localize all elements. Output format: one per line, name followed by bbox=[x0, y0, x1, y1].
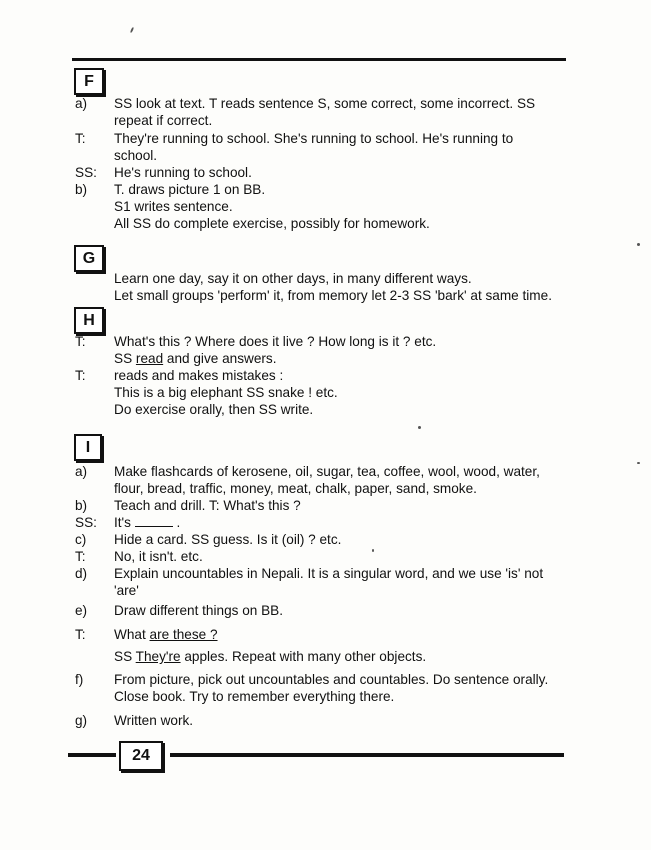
underlined-word: They're bbox=[135, 649, 181, 664]
fill-in-blank bbox=[135, 515, 173, 527]
text-post: and give answers. bbox=[163, 351, 277, 366]
text-pre: SS bbox=[114, 649, 136, 664]
text-line: Learn one day, say it on other days, in many different ways. bbox=[114, 271, 472, 286]
label: T: bbox=[75, 368, 86, 383]
text-post: . bbox=[172, 515, 181, 530]
text-line: This is a big elephant SS snake ! etc. bbox=[114, 385, 338, 400]
text-line bbox=[114, 351, 276, 367]
text-pre: It's bbox=[114, 515, 131, 530]
text-line: Hide a card. SS guess. Is it (oil) ? etc. bbox=[114, 532, 342, 547]
footer-rule-right bbox=[170, 753, 564, 757]
text-line bbox=[114, 649, 426, 665]
label: SS: bbox=[75, 165, 97, 180]
text-line: S1 writes sentence. bbox=[114, 199, 233, 214]
section-f-box: F bbox=[74, 68, 104, 95]
text-line: T. draws picture 1 on BB. bbox=[114, 182, 266, 197]
text-line: repeat if correct. bbox=[114, 113, 213, 128]
section-i-box: I bbox=[74, 434, 102, 461]
text-post: apples. Repeat with many other objects. bbox=[180, 649, 427, 664]
text-line: Do exercise orally, then SS write. bbox=[114, 402, 314, 417]
text-line: Explain uncountables in Nepali. It is a singular word, and we use 'is' not bbox=[114, 566, 544, 581]
text-line: Let small groups 'perform' it, from memory let 2-3 SS 'bark' at same time. bbox=[114, 288, 552, 303]
label: b) bbox=[75, 182, 88, 197]
text-line: He's running to school. bbox=[114, 165, 252, 180]
label: SS: bbox=[75, 515, 97, 530]
label: T: bbox=[75, 627, 86, 642]
section-h-box: H bbox=[74, 307, 104, 334]
label: T: bbox=[75, 334, 86, 349]
footer-rule-left bbox=[68, 753, 116, 757]
text-line: Written work. bbox=[114, 713, 194, 728]
text-line bbox=[114, 515, 180, 531]
label: b) bbox=[75, 498, 88, 513]
text-line: school. bbox=[114, 148, 158, 163]
section-g-box: G bbox=[74, 245, 104, 272]
label: f) bbox=[75, 672, 84, 687]
text-line: All SS do complete exercise, possibly for homework. bbox=[114, 216, 430, 231]
text-line: SS look at text. T reads sentence S, some correct, some incorrect. SS bbox=[114, 96, 536, 111]
text-pre: SS bbox=[114, 351, 136, 366]
scan-speck bbox=[637, 462, 640, 464]
label: e) bbox=[75, 603, 88, 618]
text-line: reads and makes mistakes : bbox=[114, 368, 284, 383]
top-rule bbox=[72, 58, 566, 61]
scan-speck bbox=[418, 426, 421, 429]
scan-speck bbox=[130, 27, 134, 33]
text-line: No, it isn't. etc. bbox=[114, 549, 203, 564]
text-line: Teach and drill. T: What's this ? bbox=[114, 498, 301, 513]
label: T: bbox=[75, 549, 86, 564]
label: T: bbox=[75, 131, 86, 146]
text-line: They're running to school. She's running to school. He's running to bbox=[114, 131, 514, 146]
underlined-phrase: are these ? bbox=[149, 627, 218, 642]
text-line: Make flashcards of kerosene, oil, sugar, tea, coffee, wool, wood, water, bbox=[114, 464, 540, 479]
text-line: Close book. Try to remember everything there. bbox=[114, 689, 395, 704]
scan-speck bbox=[637, 243, 640, 246]
text-line: 'are' bbox=[114, 583, 139, 598]
label: c) bbox=[75, 532, 87, 547]
text-pre: What bbox=[114, 627, 150, 642]
scan-speck bbox=[372, 549, 374, 552]
text-line: What's this ? Where does it live ? How long is it ? etc. bbox=[114, 334, 437, 349]
text-line: flour, bread, traffic, money, meat, chalk, paper, sand, smoke. bbox=[114, 481, 477, 496]
page-number: 24 bbox=[119, 741, 163, 771]
underlined-word: read bbox=[135, 351, 164, 366]
text-line: From picture, pick out uncountables and countables. Do sentence orally. bbox=[114, 672, 549, 687]
label: a) bbox=[75, 464, 88, 479]
label: a) bbox=[75, 96, 88, 111]
text-line bbox=[114, 627, 218, 643]
label: d) bbox=[75, 566, 88, 581]
text-line: Draw different things on BB. bbox=[114, 603, 284, 618]
label: g) bbox=[75, 713, 88, 728]
